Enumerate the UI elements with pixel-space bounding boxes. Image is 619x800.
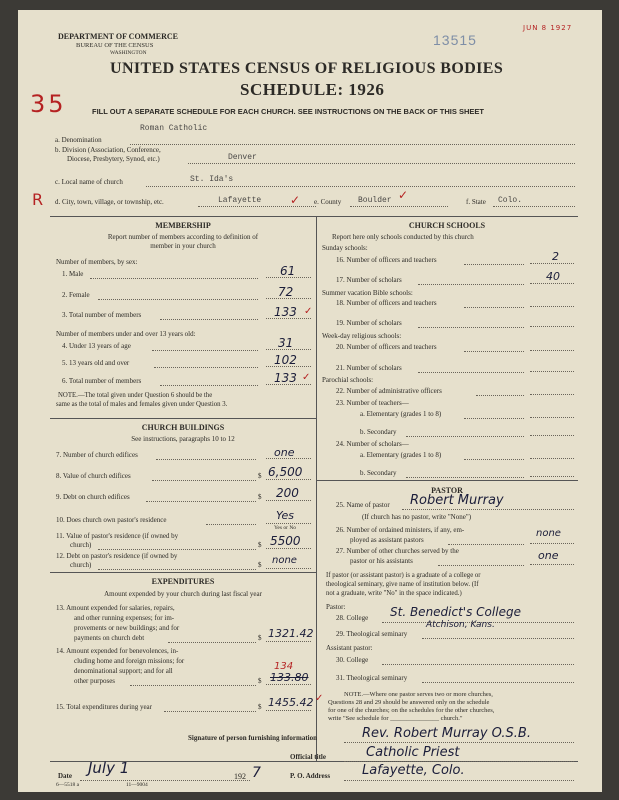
q26-leader [448, 544, 524, 545]
county-line [350, 206, 448, 207]
department-label: DEPARTMENT OF COMMERCE [58, 32, 179, 41]
serial-number: 13515 [433, 32, 477, 48]
q13-label-3: provements or new buildings; and for [74, 624, 180, 632]
q16-label: 16. Number of officers and teachers [336, 256, 437, 264]
membership-note-1: NOTE.—The total given under Question 6 should be the [58, 392, 213, 399]
expenditures-title: EXPENDITURES [151, 577, 215, 586]
q12-label-1: 12. Debt on pastor's residence (if owned by [56, 552, 178, 560]
q18-box [530, 297, 574, 307]
q2-value: 72 [278, 285, 294, 299]
q15-label: 15. Total expenditures during year [56, 703, 152, 711]
county-value: Boulder [358, 196, 392, 205]
q15-leader [164, 711, 256, 712]
date-line [80, 780, 250, 781]
date-label: Date [58, 772, 72, 780]
state-value: Colo. [498, 196, 523, 205]
q14-leader [130, 685, 256, 686]
division-value: Denver [228, 153, 257, 162]
q22-box [530, 385, 574, 395]
q18-label: 18. Number of officers and teachers [336, 299, 437, 307]
q6-label: 6. Total number of members [62, 377, 142, 385]
q24a-leader [464, 459, 524, 460]
buildings-intro: See instructions, paragraphs 10 to 12 [131, 435, 235, 443]
q26-label-2: ployed as assistant pastors [350, 536, 424, 544]
dollar-sign: $ [258, 472, 262, 480]
schools-title: CHURCH SCHOOLS [408, 221, 486, 230]
q5-label: 5. 13 years old and over [62, 359, 130, 367]
buildings-title: CHURCH BUILDINGS [141, 423, 225, 432]
schedule-title: SCHEDULE: 1926 [240, 80, 385, 99]
red-date-stamp: JUN 8 1927 [523, 24, 573, 32]
q23b-box [530, 426, 574, 436]
q5-value: 102 [274, 353, 297, 367]
q6-value: 133 [274, 371, 297, 385]
q6-leader [160, 385, 258, 386]
pastor-note-1: NOTE.—Where one pastor serves two or more churches, [344, 691, 493, 698]
city-field-label: d. City, town, village, or township, etc. [55, 198, 164, 206]
q27-label-2: pastor or his assistants [350, 557, 413, 565]
q3-value: 133 [274, 305, 297, 319]
q29-label: 29. Theological seminary [336, 630, 408, 638]
q14-label-4: other purposes [74, 677, 116, 685]
pastor-note-2: Questions 28 and 29 should be answered only on the schedule [328, 699, 490, 706]
divider [50, 216, 578, 217]
q20-label: 20. Number of officers and teachers [336, 343, 437, 351]
q24b-label: b. Secondary [360, 469, 397, 477]
q14-original-value: 133.80 [270, 671, 309, 684]
city-value: Lafayette [218, 196, 262, 205]
q14-corrected-value: 134 [274, 661, 294, 672]
q27-label-1: 27. Number of other churches served by the [336, 547, 459, 555]
division-label-2: Diocese, Presbytery, Synod, etc.) [67, 155, 160, 163]
q22-label: 22. Number of administrative officers [336, 387, 442, 395]
q3-leader [160, 319, 258, 320]
q25-label: 25. Name of pastor [336, 501, 390, 509]
q30-label: 30. College [336, 656, 369, 664]
pastor-title: PASTOR [431, 486, 463, 495]
q27-leader [438, 565, 524, 566]
dollar-sign: $ [258, 561, 262, 569]
q29-line [422, 638, 574, 639]
q28-value-2: Atchison, Kans. [426, 620, 495, 630]
q4-label: 4. Under 13 years of age [62, 342, 131, 350]
q27-value: one [538, 549, 559, 562]
q22-leader [476, 395, 524, 396]
q24b-box [530, 467, 574, 477]
q31-label: 31. Theological seminary [336, 674, 408, 682]
denomination-value: Roman Catholic [140, 124, 208, 133]
q23b-leader [406, 436, 524, 437]
q13-label-4: payments on church debt [74, 634, 145, 642]
local-name-value: St. Ida's [190, 175, 234, 184]
q21-box [530, 362, 574, 372]
q1-leader [90, 278, 258, 279]
q9-label: 9. Debt on church edifices [56, 493, 130, 501]
q24a-label: a. Elementary (grades 1 to 8) [360, 451, 442, 459]
division-line [188, 163, 575, 164]
q7-leader [156, 459, 256, 460]
q19-label: 19. Number of scholars [336, 319, 402, 327]
bureau-label: BUREAU OF THE CENSUS [76, 42, 154, 49]
state-label: f. State [466, 198, 486, 206]
q19-box [530, 317, 574, 327]
q10-value: Yes [276, 509, 295, 522]
q8-leader [152, 480, 256, 481]
signature-line [344, 742, 574, 743]
q13-label-2: and other running expenses; for im- [74, 614, 175, 622]
state-line [493, 206, 575, 207]
dollar-sign: $ [258, 493, 262, 501]
yes-no-hint: Yes or No [274, 525, 297, 531]
q23a-leader [464, 418, 524, 419]
q12-value: none [272, 555, 297, 566]
check-mark-icon: ✓ [302, 372, 311, 383]
local-name-line [146, 186, 575, 187]
q28-label: 28. College [336, 614, 369, 622]
dollar-sign: $ [258, 677, 262, 685]
date-value: July 1 [88, 759, 130, 777]
q26-label-1: 26. Number of ordained ministers, if any, em- [336, 526, 465, 534]
q23a-label: a. Elementary (grades 1 to 8) [360, 410, 442, 418]
q11-label-2: church) [70, 541, 92, 549]
pastor-instr-2: theological seminary, give name of institution below. (If [326, 581, 479, 588]
membership-intro-2: member in your church [150, 242, 216, 250]
q15-value: 1455.42 [268, 696, 314, 709]
q31-line [422, 682, 574, 683]
schools-intro: Report here only schools conducted by this church [332, 233, 474, 241]
pastor-instr-3: not a graduate, write "No" in the space indicated.) [326, 590, 462, 597]
q7-value: one [274, 446, 295, 459]
q13-value: 1321.42 [268, 627, 314, 640]
q12-leader [98, 569, 256, 570]
q14-label-3: denominational support; and for all [74, 667, 173, 675]
po-address-label: P. O. Address [290, 772, 331, 780]
pastor-note-3: for one of the churches; on the schedules for the other churches, [328, 707, 495, 714]
membership-note-2: same as the total of males and females given under Question 3. [56, 401, 228, 408]
q24a-box [530, 449, 574, 459]
q30-line [382, 664, 574, 665]
pastor-note-4: write "See schedule for _______________ church." [328, 715, 463, 722]
q17-label: 17. Number of scholars [336, 276, 402, 284]
q13-leader [168, 642, 256, 643]
q19-leader [418, 327, 524, 328]
q9-value: 200 [276, 486, 299, 500]
county-label: e. County [314, 198, 342, 206]
print-number: 11—9004 [126, 782, 148, 788]
q25-line [402, 509, 574, 510]
q24-label: 24. Number of scholars— [336, 440, 409, 448]
q28-value-1: St. Benedict's College [390, 605, 521, 619]
year-digit: 7 [252, 765, 261, 781]
q24b-leader [406, 477, 524, 478]
signature-label: Signature of person furnishing information [188, 734, 317, 742]
signature-value: Rev. Robert Murray O.S.B. [362, 726, 531, 741]
q2-label: 2. Female [62, 291, 90, 299]
q14-label-1: 14. Amount expended for benevolences, in- [56, 647, 179, 655]
pastor-instr-1: If pastor (or assistant pastor) is a graduate of a college or [326, 572, 481, 579]
form-number: 6—5518 a [56, 782, 80, 788]
divider [50, 572, 316, 573]
by-age-heading: Number of members under and over 13 years old: [56, 330, 196, 338]
year-prefix: 192 [234, 772, 246, 781]
red-initial: R [32, 190, 44, 209]
q16-value: 2 [552, 250, 559, 263]
q1-value: 61 [280, 264, 296, 278]
q23a-box [530, 408, 574, 418]
dollar-sign: $ [258, 541, 262, 549]
official-title-label: Official title [290, 753, 326, 761]
q18-leader [464, 307, 524, 308]
q5-leader [154, 367, 258, 368]
q9-leader [146, 501, 256, 502]
census-schedule-page [18, 10, 602, 792]
divider [316, 480, 578, 481]
divider [50, 418, 316, 419]
local-name-label: c. Local name of church [55, 178, 123, 186]
po-address-line [344, 780, 574, 781]
expenditures-intro: Amount expended by your church during last fiscal year [104, 590, 262, 598]
official-title-line [344, 761, 574, 762]
city-label: WASHINGTON [110, 50, 147, 56]
q2-leader [98, 299, 258, 300]
by-sex-heading: Number of members, by sex: [56, 258, 138, 266]
q11-leader [98, 549, 256, 550]
check-mark-icon: ✓ [290, 193, 301, 207]
form-title: UNITED STATES CENSUS OF RELIGIOUS BODIES [110, 60, 504, 77]
membership-title: MEMBERSHIP [155, 221, 211, 230]
q21-leader [418, 372, 524, 373]
q7-label: 7. Number of church edifices [56, 451, 138, 459]
q16-leader [464, 264, 524, 265]
q1-label: 1. Male [62, 270, 84, 278]
pastor-subheading: Pastor: [326, 603, 346, 611]
dollar-sign: $ [258, 634, 262, 642]
q11-label-1: 11. Value of pastor's residence (if owned by [56, 532, 179, 540]
q25-value: Robert Murray [410, 493, 504, 508]
weekday-heading: Week-day religious schools: [322, 332, 402, 340]
sunday-heading: Sunday schools: [322, 244, 368, 252]
q4-value: 31 [278, 336, 294, 350]
q21-label: 21. Number of scholars [336, 364, 402, 372]
q8-value: 6,500 [268, 465, 303, 479]
division-label-1: b. Division (Association, Conference, [55, 146, 161, 154]
q11-value: 5500 [270, 534, 301, 548]
q23b-label: b. Secondary [360, 428, 397, 436]
denomination-label: a. Denomination [55, 136, 102, 144]
q20-leader [464, 351, 524, 352]
q8-label: 8. Value of church edifices [56, 472, 131, 480]
dollar-sign: $ [258, 703, 262, 711]
po-address-value: Lafayette, Colo. [362, 763, 465, 778]
q14-label-2: cluding home and foreign missions; for [74, 657, 185, 665]
membership-intro-1: Report number of members according to definition of [107, 233, 259, 241]
q17-value: 40 [546, 270, 560, 283]
red-handwritten-number: 35 [30, 90, 67, 118]
q13-label-1: 13. Amount expended for salaries, repairs, [56, 604, 175, 612]
official-title-value: Catholic Priest [366, 745, 460, 760]
q23-label: 23. Number of teachers— [336, 399, 409, 407]
q4-leader [152, 350, 258, 351]
q20-box [530, 341, 574, 351]
asst-pastor-subheading: Assistant pastor: [326, 644, 373, 652]
check-mark-icon: ✓ [304, 306, 313, 317]
denomination-line [130, 144, 575, 145]
summer-heading: Summer vacation Bible schools: [322, 289, 413, 297]
q3-label: 3. Total number of members [62, 311, 142, 319]
q26-value: none [536, 528, 561, 539]
q12-label-2: church) [70, 561, 92, 569]
q25-note: (If church has no pastor, write "None") [362, 513, 472, 521]
parochial-heading: Parochial schools: [322, 376, 374, 384]
q17-leader [418, 284, 524, 285]
check-mark-icon: ✓ [398, 188, 409, 202]
check-mark-icon: ✓ [315, 693, 324, 704]
q10-leader [206, 524, 256, 525]
q10-label: 10. Does church own pastor's residence [56, 516, 167, 524]
instructions-line: FILL OUT A SEPARATE SCHEDULE FOR EACH CHURCH. SEE INSTRUCTIONS ON THE BACK OF THIS SHEET [92, 107, 484, 116]
